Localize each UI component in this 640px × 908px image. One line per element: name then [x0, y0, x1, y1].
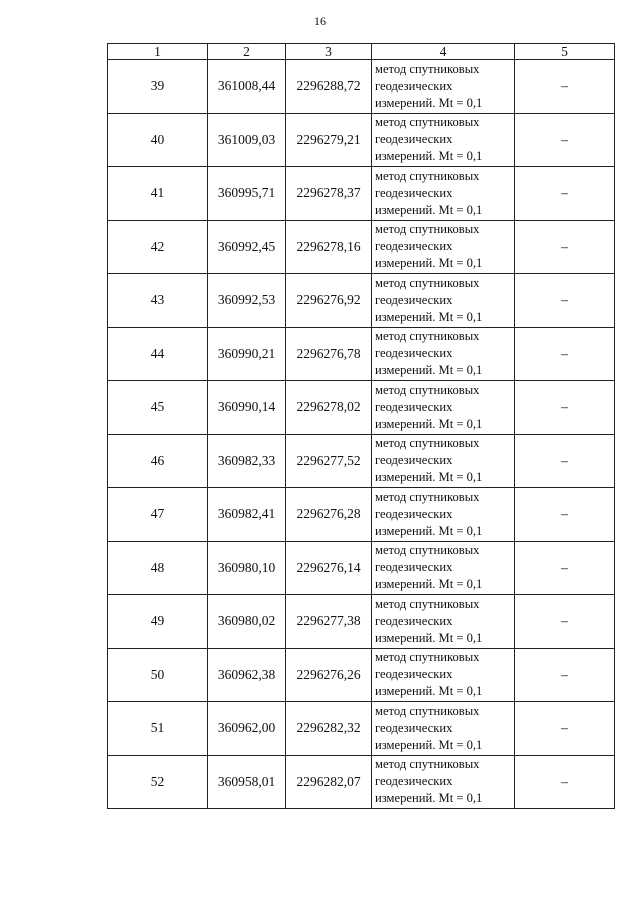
y-coordinate-cell: 2296277,38 — [286, 595, 372, 649]
table-row — [108, 167, 615, 221]
note-cell: – — [515, 434, 615, 488]
method-text-line: измерений. Mt = 0,1 — [375, 577, 483, 592]
note-cell: – — [515, 327, 615, 381]
table-row — [108, 541, 615, 595]
method-text-line: геодезических — [375, 774, 453, 789]
table-row — [108, 755, 615, 809]
x-coordinate-cell: 361009,03 — [208, 113, 286, 167]
y-coordinate-cell: 2296276,78 — [286, 327, 372, 381]
method-text-line: измерений. Mt = 0,1 — [375, 791, 483, 806]
y-coordinate-cell: 2296276,14 — [286, 541, 372, 595]
x-coordinate-cell: 360992,45 — [208, 220, 286, 274]
point-number-cell: 50 — [108, 648, 208, 702]
method-cell — [372, 434, 515, 488]
page-number: 16 — [314, 14, 326, 28]
method-cell — [372, 274, 515, 328]
method-text-line: метод спутниковых — [375, 757, 480, 772]
table-row — [108, 595, 615, 649]
point-number-cell: 52 — [108, 755, 208, 809]
method-text-line: геодезических — [375, 613, 453, 628]
note-cell: – — [515, 702, 615, 756]
method-text-line: геодезических — [375, 560, 453, 575]
method-cell — [372, 541, 515, 595]
table-row — [108, 274, 615, 328]
method-text-line: метод спутниковых — [375, 115, 480, 130]
method-text-line: геодезических — [375, 346, 453, 361]
table-row — [108, 327, 615, 381]
method-text-line: измерений. Mt = 0,1 — [375, 470, 483, 485]
method-cell — [372, 113, 515, 167]
x-coordinate-cell: 360990,21 — [208, 327, 286, 381]
note-cell: – — [515, 595, 615, 649]
method-text-line: метод спутниковых — [375, 329, 480, 344]
method-text-line: метод спутниковых — [375, 61, 480, 76]
note-cell: – — [515, 220, 615, 274]
y-coordinate-cell: 2296278,16 — [286, 220, 372, 274]
x-coordinate-cell: 360980,10 — [208, 541, 286, 595]
method-cell — [372, 488, 515, 542]
method-text-line: метод спутниковых — [375, 436, 480, 451]
note-cell: – — [515, 755, 615, 809]
method-text-line: измерений. Mt = 0,1 — [375, 202, 483, 217]
point-number-cell: 41 — [108, 167, 208, 221]
method-cell — [372, 327, 515, 381]
table-row — [108, 648, 615, 702]
method-text-line: геодезических — [375, 292, 453, 307]
y-coordinate-cell: 2296276,26 — [286, 648, 372, 702]
table-row — [108, 488, 615, 542]
y-coordinate-cell: 2296276,92 — [286, 274, 372, 328]
method-text-line: метод спутниковых — [375, 489, 480, 504]
table-row — [108, 381, 615, 435]
method-text-line: геодезических — [375, 453, 453, 468]
method-cell — [372, 648, 515, 702]
point-number-cell: 44 — [108, 327, 208, 381]
method-text-line: метод спутниковых — [375, 543, 480, 558]
method-text-line: измерений. Mt = 0,1 — [375, 737, 483, 752]
y-coordinate-cell: 2296278,37 — [286, 167, 372, 221]
column-header: 4 — [372, 44, 515, 60]
note-cell: – — [515, 274, 615, 328]
point-number-cell: 39 — [108, 60, 208, 114]
method-text-line: измерений. Mt = 0,1 — [375, 630, 483, 645]
method-text-line: геодезических — [375, 185, 453, 200]
y-coordinate-cell: 2296282,07 — [286, 755, 372, 809]
method-text-line: геодезических — [375, 720, 453, 735]
y-coordinate-cell: 2296276,28 — [286, 488, 372, 542]
column-header: 2 — [208, 44, 286, 60]
point-number-cell: 47 — [108, 488, 208, 542]
point-number-cell: 51 — [108, 702, 208, 756]
x-coordinate-cell: 360995,71 — [208, 167, 286, 221]
method-cell — [372, 381, 515, 435]
point-number-cell: 48 — [108, 541, 208, 595]
table-row — [108, 113, 615, 167]
coordinates-table — [107, 43, 615, 809]
method-text-line: измерений. Mt = 0,1 — [375, 95, 483, 110]
method-cell — [372, 702, 515, 756]
note-cell: – — [515, 60, 615, 114]
method-text-line: геодезических — [375, 239, 453, 254]
y-coordinate-cell: 2296282,32 — [286, 702, 372, 756]
method-text-line: геодезических — [375, 506, 453, 521]
table-row — [108, 220, 615, 274]
table-row — [108, 702, 615, 756]
x-coordinate-cell: 361008,44 — [208, 60, 286, 114]
x-coordinate-cell: 360980,02 — [208, 595, 286, 649]
method-text-line: измерений. Mt = 0,1 — [375, 149, 483, 164]
method-text-line: измерений. Mt = 0,1 — [375, 363, 483, 378]
x-coordinate-cell: 360990,14 — [208, 381, 286, 435]
method-cell — [372, 167, 515, 221]
table-header-row — [108, 44, 615, 60]
x-coordinate-cell: 360992,53 — [208, 274, 286, 328]
point-number-cell: 42 — [108, 220, 208, 274]
method-text-line: метод спутниковых — [375, 596, 480, 611]
note-cell: – — [515, 381, 615, 435]
method-text-line: метод спутниковых — [375, 703, 480, 718]
x-coordinate-cell: 360982,33 — [208, 434, 286, 488]
method-text-line: метод спутниковых — [375, 168, 480, 183]
method-text-line: измерений. Mt = 0,1 — [375, 523, 483, 538]
column-header: 5 — [515, 44, 615, 60]
method-text-line: измерений. Mt = 0,1 — [375, 309, 483, 324]
y-coordinate-cell: 2296278,02 — [286, 381, 372, 435]
method-text-line: измерений. Mt = 0,1 — [375, 256, 483, 271]
y-coordinate-cell: 2296288,72 — [286, 60, 372, 114]
note-cell: – — [515, 541, 615, 595]
note-cell: – — [515, 488, 615, 542]
method-text-line: измерений. Mt = 0,1 — [375, 684, 483, 699]
point-number-cell: 46 — [108, 434, 208, 488]
method-cell — [372, 220, 515, 274]
y-coordinate-cell: 2296277,52 — [286, 434, 372, 488]
table-row — [108, 434, 615, 488]
table-body — [108, 60, 615, 809]
method-text-line: измерений. Mt = 0,1 — [375, 416, 483, 431]
point-number-cell: 43 — [108, 274, 208, 328]
y-coordinate-cell: 2296279,21 — [286, 113, 372, 167]
table-row — [108, 60, 615, 114]
x-coordinate-cell: 360962,00 — [208, 702, 286, 756]
method-cell — [372, 595, 515, 649]
x-coordinate-cell: 360962,38 — [208, 648, 286, 702]
method-text-line: геодезических — [375, 399, 453, 414]
method-text-line: метод спутниковых — [375, 275, 480, 290]
method-text-line: геодезических — [375, 667, 453, 682]
column-header: 1 — [108, 44, 208, 60]
method-text-line: метод спутниковых — [375, 222, 480, 237]
point-number-cell: 40 — [108, 113, 208, 167]
note-cell: – — [515, 167, 615, 221]
note-cell: – — [515, 113, 615, 167]
x-coordinate-cell: 360982,41 — [208, 488, 286, 542]
point-number-cell: 49 — [108, 595, 208, 649]
method-text-line: метод спутниковых — [375, 382, 480, 397]
point-number-cell: 45 — [108, 381, 208, 435]
method-text-line: геодезических — [375, 78, 453, 93]
method-cell — [372, 60, 515, 114]
method-text-line: метод спутниковых — [375, 650, 480, 665]
column-header: 3 — [286, 44, 372, 60]
x-coordinate-cell: 360958,01 — [208, 755, 286, 809]
method-cell — [372, 755, 515, 809]
note-cell: – — [515, 648, 615, 702]
method-text-line: геодезических — [375, 132, 453, 147]
